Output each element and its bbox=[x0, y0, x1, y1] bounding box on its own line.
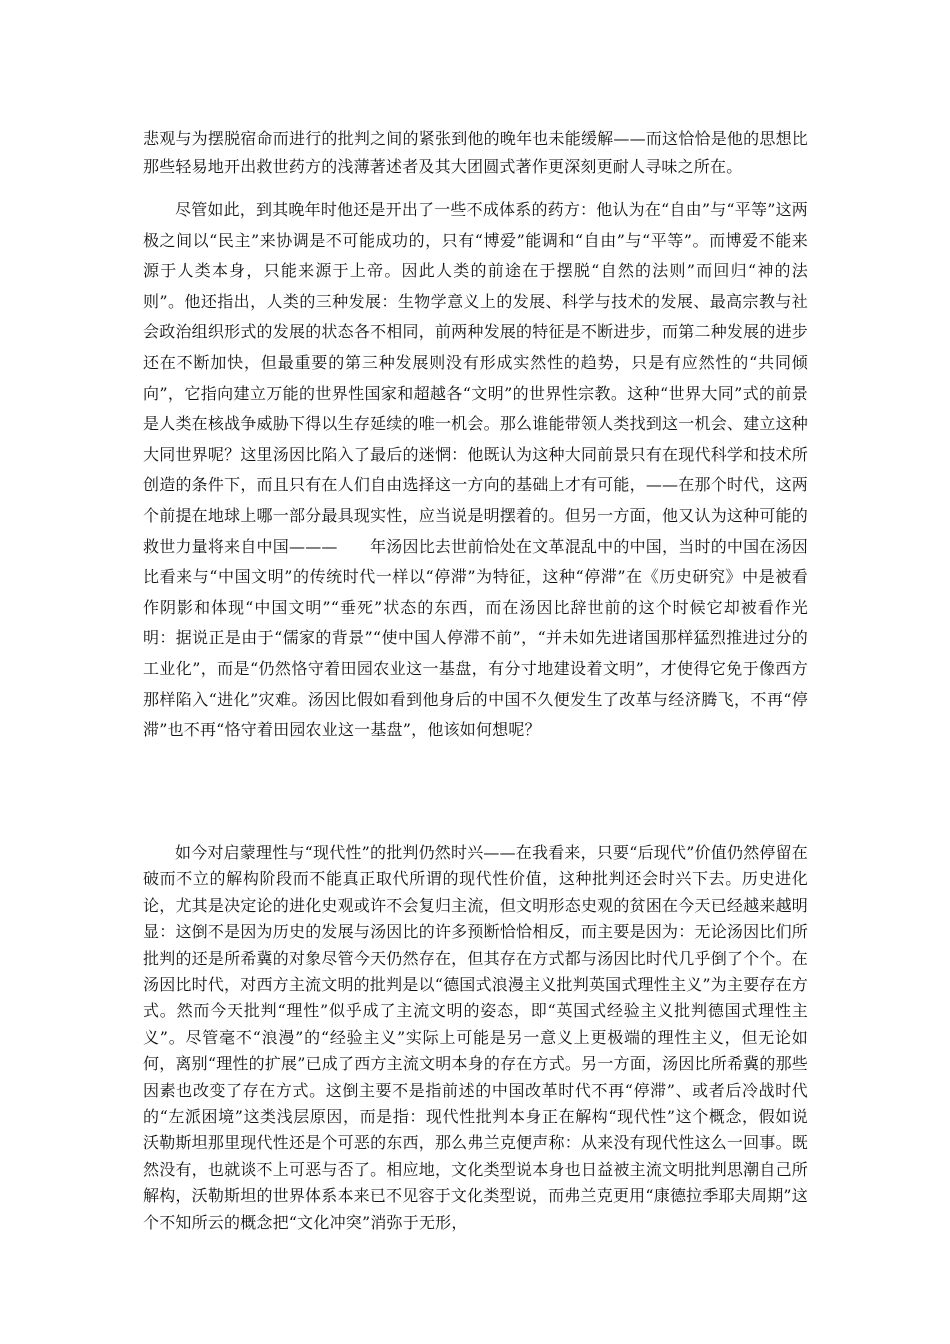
paragraph-2: 尽管如此，到其晚年时他还是开出了一些不成体系的药方：他认为在“自由”与“平等”这两极之间以“民主”来协调是不可能成功的，只有“博爱”能调和“自由”与“平等”。而博爱不能来源于人类本身，只能来源于上帝。因此人类的前途在于摆脱“自然的法则”而回归“神的法则”。他还指出，人类的三种发展：生物学意义上的发展、科学与技术的发展、最高宗教与社会政治组织形式的发展的状态各不相同，前两种发展的特征是不断进步，而第二种发展的进步还在不断加快，但最重要的第三种发展则没有形成实然性的趋势，只是有应然性的“共同倾向”，它指向建立万能的世界性国家和超越各“文明”的世界性宗教。这种“世界大同”式的前景是人类在核战争威胁下得以生存延续的唯一机会。那么谁能带领人类找到这一机会、建立这种大同世界呢？这里汤因比陷入了最后的迷惘：他既认为这种大同前景只有在现代科学和技术所创造的条件下，而且只有在人们自由选择这一方向的基础上才有可能，——在那个时代，这两个前提在地球上哪一部分最具现实性，应当说是明摆着的。但另一方面，他又认为这种可能的救世力量将来自中国——— 年汤因比去世前恰处在文革混乱中的中国，当时的中国在汤因比看来与“中国文明”的传统时代一样以“停滞”为特征，这种“停滞”在《历史研究》中是被看作阴影和体现“中国文明”“垂死”状态的东西，而在汤因比辞世前的这个时候它却被看作光明：据说正是由于“儒家的背景”“使中国人停滞不前”，“并未如先进诸国那样猛烈推进过分的工业化”，而是“仍然恪守着田园农业这一基盘，有分寸地建设着文明”，才使得它免于像西方那样陷入“进化”灾难。汤因比假如看到他身后的中国不久便发生了改革与经济腾飞，不再“停滞”也不再“恪守着田园农业这一基盘”，他该如何想呢？ bbox=[143, 200, 808, 740]
paragraph-3: 如今对启蒙理性与“现代性”的批判仍然时兴——在我看来，只要“后现代”价值仍然停留在破而不立的解构阶段而不能真正取代所谓的现代性价值，这种批判还会时兴下去。历史进化论，尤其是决定论的进化史观或许不会复归主流，但文明形态史观的贫困在今天已经越来越明显：这倒不是因为历史的发展与汤因比的许多预断恰恰相反，而主要是因为：无论汤因比们所批判的还是所希冀的对象尽管今天仍然存在，但其存在方式都与汤因比时代几乎倒了个个。在汤因比时代，对西方主流文明的批判是以“德国式浪漫主义批判英国式理性主义”为主要存在方式。然而今天批判“理性”似乎成了主流文明的姿态，即“英国式经验主义批判德国式理性主义”。尽管毫不“浪漫”的“经验主义”实际上可能是另一意义上更极端的理性主义，但无论如何，离别“理性的扩展”已成了西方主流文明本身的存在方式。另一方面，汤因比所希冀的那些因素也改变了存在方式。这倒主要不是指前述的中国改革时代不再“停滞”、或者后冷战时代的“左派困境”这类浅层原因，而是指：现代性批判本身正在解构“现代性”这个概念，假如说沃勒斯坦那里现代性还是个可恶的东西，那么弗兰克便声称：从来没有现代性这么一回事。既然没有，也就谈不上可恶与否了。相应地，文化类型说本身也日益被主流文明批判思潮自己所解构，沃勒斯坦的世界体系本来已不见容于文化类型说，而弗兰克更用“康德拉季耶夫周期”这个不知所云的概念把“文化冲突”消弥于无形， bbox=[143, 843, 808, 1232]
paragraph-1: 悲观与为摆脱宿命而进行的批判之间的紧张到他的晚年也未能缓解——而这恰恰是他的思想比那些轻易地开出救世药方的浅薄著述者及其大团圆式著作更深刻更耐人寻味之所在。 bbox=[143, 129, 808, 176]
